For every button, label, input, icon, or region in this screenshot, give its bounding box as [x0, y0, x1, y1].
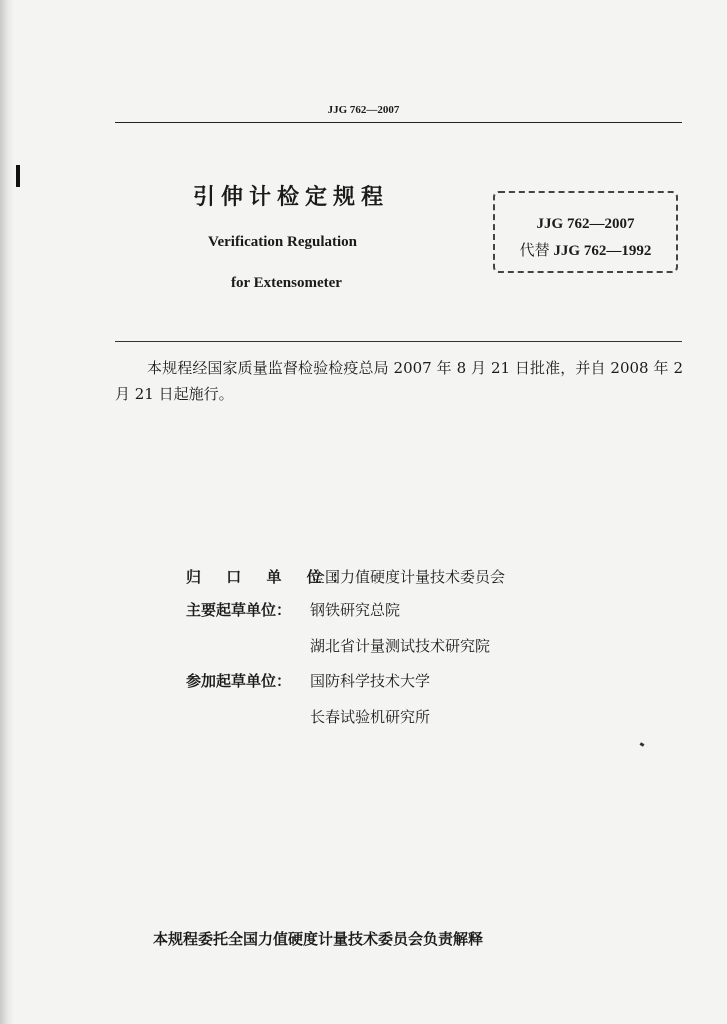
- title-english-line-2: for Extensometer: [231, 275, 342, 291]
- header-rule: [115, 122, 682, 123]
- current-code: JJG 762—2007: [536, 216, 635, 232]
- participant-label: 参加起草单位：: [186, 672, 292, 690]
- binding-mark: [16, 165, 20, 187]
- main-drafter-2: 湖北省计量测试技术研究院: [310, 637, 491, 655]
- title-chinese: 引伸计检定规程: [193, 185, 390, 210]
- responsible-unit: 全国力值硬度计量技术委员会: [310, 568, 506, 586]
- interpretation-note: 本规程委托全国力值硬度计量技术委员会负责解释: [153, 930, 484, 948]
- code-box: [493, 191, 678, 273]
- main-drafter-1: 钢铁研究总院: [310, 601, 401, 619]
- participant-1: 国防科学技术大学: [310, 672, 431, 690]
- scan-speck: [640, 742, 645, 747]
- main-drafter-row: [186, 599, 400, 620]
- participant-row: [186, 670, 430, 691]
- section-rule: [115, 341, 682, 342]
- scan-binding-edge: [0, 0, 14, 1024]
- title-english-line-1: Verification Regulation: [208, 234, 358, 250]
- main-drafter-label: 主要起草单位：: [186, 601, 292, 619]
- approval-statement: 本规程经国家质量监督检验检疫总局 2007 年 8 月 21 日批准，并自 2008 年 2 月 21 日起施行。: [115, 359, 683, 403]
- responsible-unit-row: [186, 566, 505, 587]
- replaces-code: JJG 762—1992: [553, 243, 652, 259]
- replaces-line: [495, 239, 676, 260]
- responsible-unit-label: 归 口 单 位：: [186, 568, 357, 586]
- replaces-prefix: 代替: [519, 243, 550, 259]
- participant-2: 长春试验机研究所: [310, 708, 431, 726]
- running-header-code: JJG 762—2007: [327, 104, 400, 116]
